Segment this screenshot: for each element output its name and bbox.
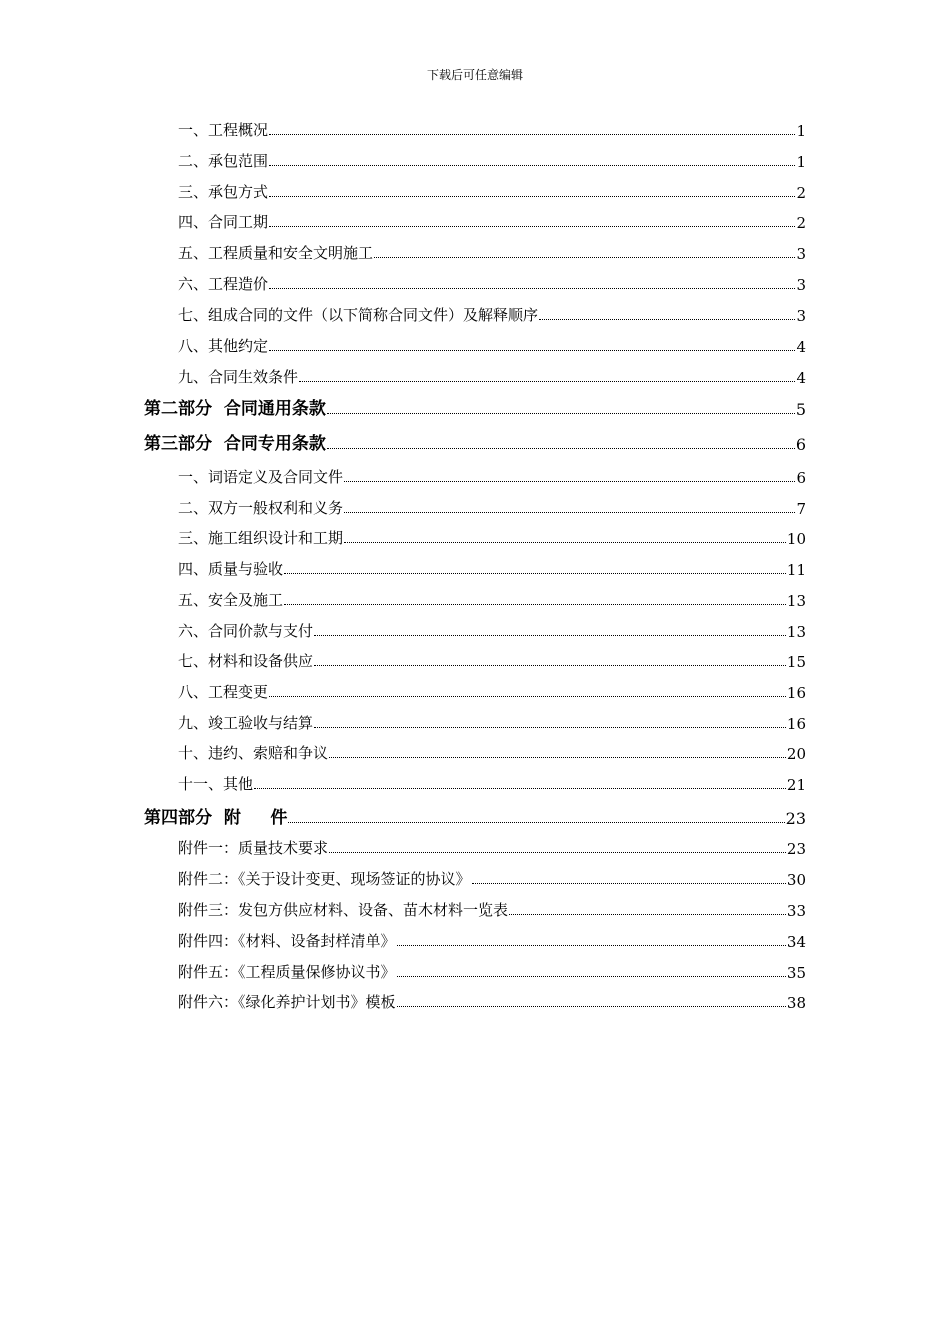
dot-leader: [327, 413, 795, 414]
dot-leader: [269, 165, 795, 166]
toc-entry[interactable]: [178, 116, 806, 140]
toc-entry[interactable]: [178, 927, 806, 951]
toc-entry-label: 三、施工组织设计和工期: [178, 529, 344, 547]
dot-leader: [329, 852, 786, 853]
toc-entry[interactable]: [178, 178, 806, 202]
toc-entry[interactable]: [178, 896, 806, 920]
toc-entry[interactable]: [178, 770, 806, 794]
toc-entry[interactable]: [178, 332, 806, 356]
dot-leader: [269, 350, 795, 351]
dot-leader: [314, 635, 786, 636]
toc-page-number: 5: [795, 400, 806, 419]
dot-leader: [314, 727, 786, 728]
toc-entry-label: 附件一：质量技术要求: [178, 839, 329, 857]
toc-entry-label: 十一、其他: [178, 775, 254, 793]
toc-entry-label: 九、竣工验收与结算: [178, 714, 314, 732]
toc-entry-label: 二、承包范围: [178, 152, 269, 170]
toc-entry-label: 七、组成合同的文件（以下简称合同文件）及解释顺序: [178, 306, 539, 324]
dot-leader: [344, 542, 786, 543]
toc-page-number: 15: [786, 653, 806, 671]
toc-page-number: 21: [786, 776, 806, 794]
dot-leader: [397, 945, 786, 946]
toc-page-number: 7: [796, 500, 806, 518]
dot-leader: [269, 226, 795, 227]
toc-entry-label: 六、工程造价: [178, 275, 269, 293]
toc-entry[interactable]: [178, 208, 806, 232]
toc-page-number: 16: [786, 684, 806, 702]
toc-part-heading[interactable]: [144, 428, 806, 454]
toc-entry[interactable]: [178, 524, 806, 548]
toc-entry-label: 二、双方一般权利和义务: [178, 499, 344, 517]
toc-entry[interactable]: [178, 834, 806, 858]
dot-leader: [397, 976, 786, 977]
toc-page-number: 3: [796, 245, 806, 263]
dot-leader: [539, 319, 795, 320]
toc-entry[interactable]: [178, 865, 806, 889]
toc-entry[interactable]: [178, 463, 806, 487]
toc-page-number: 1: [796, 153, 806, 171]
dot-leader: [269, 696, 786, 697]
toc-page-number: 1: [796, 122, 806, 140]
toc-entry-label: 第三部分 合同专用条款: [144, 434, 326, 454]
toc-page-number: 3: [796, 307, 806, 325]
toc-entry-label: 八、其他约定: [178, 337, 269, 355]
toc-page-number: 13: [786, 623, 806, 641]
dot-leader: [269, 134, 795, 135]
toc-page-number: 23: [786, 840, 806, 858]
toc-part-heading[interactable]: [144, 393, 806, 419]
toc-entry-label: 附件三：发包方供应材料、设备、苗木材料一览表: [178, 901, 509, 919]
toc-entry[interactable]: [178, 239, 806, 263]
dot-leader: [288, 822, 784, 823]
dot-leader: [329, 757, 786, 758]
toc-entry-label: 四、合同工期: [178, 213, 269, 231]
toc-page-number: 6: [795, 435, 806, 454]
toc-entry[interactable]: [178, 494, 806, 518]
toc-entry[interactable]: [178, 647, 806, 671]
toc-entry-label: 九、合同生效条件: [178, 368, 299, 386]
toc-entry-label: 附件二：《关于设计变更、现场签证的协议》: [178, 870, 471, 888]
dot-leader: [472, 883, 786, 884]
toc-entry-label: 四、质量与验收: [178, 560, 284, 578]
toc-entry-label: 八、工程变更: [178, 683, 269, 701]
toc-entry[interactable]: [178, 586, 806, 610]
toc-entry-label: 一、工程概况: [178, 121, 269, 139]
dot-leader: [397, 1006, 786, 1007]
toc-page-number: 34: [786, 933, 806, 951]
toc-entry-label: 一、词语定义及合同文件: [178, 468, 344, 486]
toc-entry[interactable]: [178, 555, 806, 579]
toc-page-number: 2: [796, 184, 806, 202]
toc-entry-label: 附件五：《工程质量保修协议书》: [178, 963, 396, 981]
toc-entry-label: 附件六：《绿化养护计划书》模板: [178, 993, 396, 1011]
dot-leader: [344, 481, 795, 482]
toc-entry[interactable]: [178, 958, 806, 982]
toc-entry-label: 五、安全及施工: [178, 591, 284, 609]
dot-leader: [254, 788, 786, 789]
dot-leader: [314, 665, 786, 666]
toc-page-number: 13: [786, 592, 806, 610]
toc-entry[interactable]: [178, 988, 806, 1012]
toc-part-heading[interactable]: [144, 802, 806, 828]
toc-entry-label: 六、合同价款与支付: [178, 622, 314, 640]
toc-page-number: 3: [796, 276, 806, 294]
dot-leader: [374, 257, 795, 258]
toc-page-number: 4: [796, 338, 806, 356]
dot-leader: [269, 288, 795, 289]
dot-leader: [284, 573, 786, 574]
toc-entry-label: 附件四：《材料、设备封样清单》: [178, 932, 396, 950]
dot-leader: [327, 448, 795, 449]
dot-leader: [509, 914, 786, 915]
toc-entry-label: 七、材料和设备供应: [178, 652, 314, 670]
toc-entry-label: 三、承包方式: [178, 183, 269, 201]
toc-page-number: 38: [786, 994, 806, 1012]
toc-entry[interactable]: [178, 678, 806, 702]
dot-leader: [284, 604, 786, 605]
toc-entry-label: 五、工程质量和安全文明施工: [178, 244, 374, 262]
toc-entry[interactable]: [178, 709, 806, 733]
toc-page-number: 6: [796, 469, 806, 487]
dot-leader: [269, 196, 795, 197]
toc-page-number: 10: [786, 530, 806, 548]
toc-entry[interactable]: [178, 363, 806, 387]
toc-page-number: 4: [796, 369, 806, 387]
toc-page-number: 16: [786, 715, 806, 733]
toc-entry[interactable]: [178, 739, 806, 763]
toc-entry[interactable]: [178, 270, 806, 294]
toc-page-number: 35: [786, 964, 806, 982]
dot-leader: [344, 512, 795, 513]
toc-entry[interactable]: [178, 617, 806, 641]
dot-leader: [299, 381, 795, 382]
toc-entry[interactable]: [178, 301, 806, 325]
page-header: 下载后可任意编辑: [426, 68, 523, 82]
toc-entry-label: 第四部分 附 件: [144, 808, 288, 828]
toc-page-number: 2: [796, 214, 806, 232]
toc-page-number: 20: [786, 745, 806, 763]
toc-page-number: 33: [786, 902, 806, 920]
toc-page-number: 30: [786, 871, 806, 889]
toc-entry[interactable]: [178, 147, 806, 171]
toc-entry-label: 第二部分 合同通用条款: [144, 399, 326, 419]
toc-entry-label: 十、违约、索赔和争议: [178, 744, 329, 762]
toc-page-number: 23: [785, 809, 806, 828]
toc-page-number: 11: [786, 561, 806, 579]
